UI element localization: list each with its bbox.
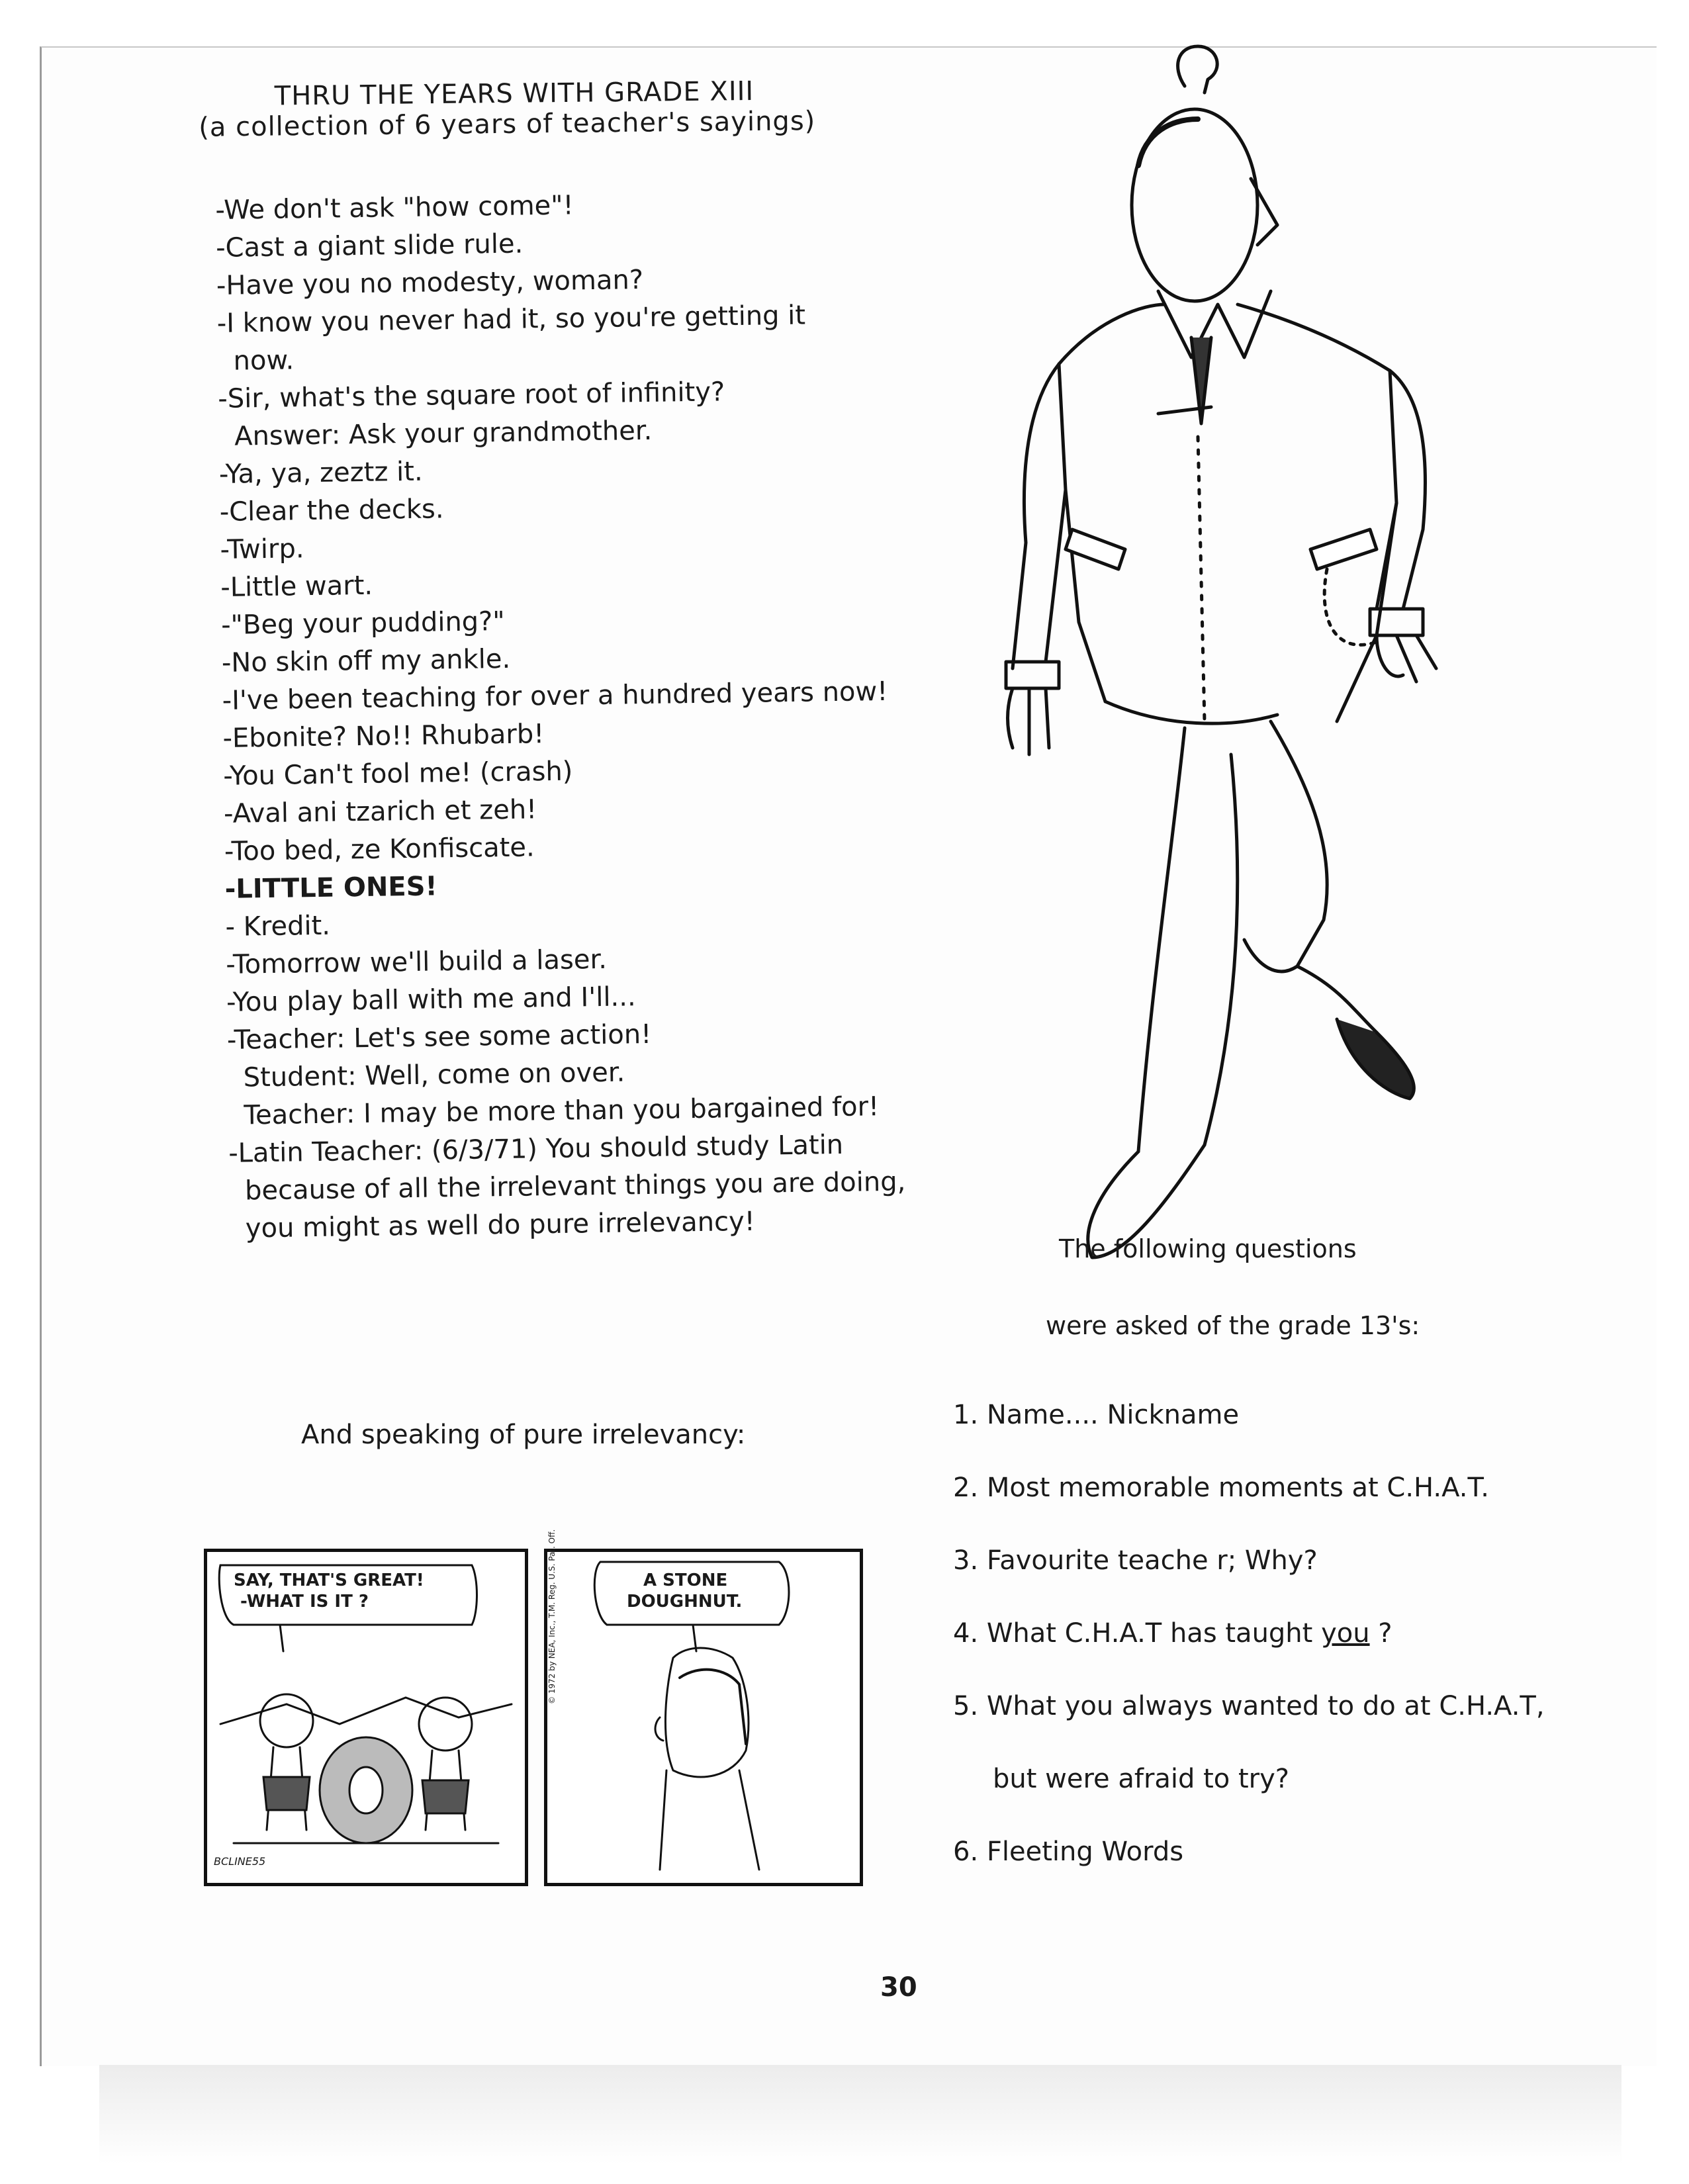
saying: -Twirp. xyxy=(220,533,304,565)
saying: -Sir, what's the square root of infinity? xyxy=(218,377,725,414)
page-title xyxy=(199,74,927,143)
saying: -Latin Teacher: (6/3/71) You should study Latin xyxy=(228,1129,844,1169)
saying: -You Can't fool me! (crash) xyxy=(223,756,573,792)
question-6: 6. Fleeting Words xyxy=(953,1837,1184,1867)
title-line-2: (a collection of 6 years of teacher's sayings) xyxy=(199,105,816,143)
saying: you might as well do pure irrelevancy! xyxy=(245,1206,756,1244)
question-3: 3. Favourite teache r; Why? xyxy=(953,1545,1318,1576)
saying: -Clear the decks. xyxy=(219,494,444,527)
saying: now. xyxy=(233,345,295,377)
sayings-list xyxy=(215,181,991,1248)
saying: -Little wart. xyxy=(220,570,373,603)
hanging-man-illustration xyxy=(966,26,1469,1284)
question-4-text: 4. What C.H.A.T has taught xyxy=(953,1618,1322,1649)
saying: -Aval ani tzarich et zeh! xyxy=(223,794,537,829)
question-4 xyxy=(953,1618,1641,1691)
panel-2-bubble-line-2: DOUGHNUT. xyxy=(627,1592,743,1612)
question-5-continued: but were afraid to try? xyxy=(993,1764,1290,1794)
question-2: 2. Most memorable moments at C.H.A.T. xyxy=(953,1473,1489,1503)
saying: -I know you never had it, so you're getting it xyxy=(216,300,806,339)
comic-panel-2 xyxy=(544,1529,863,1886)
saying: -I've been teaching for over a hundred years now! xyxy=(222,676,888,716)
questions-intro-line-2: were asked of the grade 13's: xyxy=(1046,1311,1420,1340)
questions-intro-line-1: The following questions xyxy=(1059,1234,1357,1263)
question-5: 5. What you always wanted to do at C.H.A.T, xyxy=(953,1691,1545,1721)
saying: Teacher: I may be more than you bargained for! xyxy=(244,1091,880,1131)
saying: because of all the irrelevant things you are doing, xyxy=(244,1166,906,1206)
irrelevancy-heading: And speaking of pure irrelevancy: xyxy=(301,1420,746,1450)
panel-1-bubble-line-1: SAY, THAT'S GREAT! xyxy=(234,1570,424,1590)
saying: - Kredit. xyxy=(225,910,331,942)
panel-1-signature: BCLINE55 xyxy=(214,1855,266,1868)
saying: Answer: Ask your grandmother. xyxy=(234,415,653,452)
title-line-1: THRU THE YEARS WITH GRADE XIII xyxy=(274,75,754,112)
page-number: 30 xyxy=(880,1972,917,2003)
page-shadow xyxy=(99,2065,1621,2164)
questions-list xyxy=(953,1400,1641,1909)
question-4-underlined: you xyxy=(1321,1618,1370,1649)
saying: -Ebonite? No!! Rhubarb! xyxy=(222,719,545,754)
saying: -"Beg your pudding?" xyxy=(220,606,506,641)
question-4-end: ? xyxy=(1369,1618,1392,1649)
saying: -Have you no modesty, woman? xyxy=(216,264,644,301)
panel-1-bubble-line-2: -WHAT IS IT ? xyxy=(240,1592,369,1612)
saying: -You play ball with me and I'll... xyxy=(226,981,636,1018)
question-1: 1. Name.... Nickname xyxy=(953,1400,1240,1430)
panel-2-copyright: © 1972 by NEA, Inc., T.M. Reg. U.S. Pat. Off. xyxy=(547,1529,557,1704)
saying: -Too bed, ze Konfiscate. xyxy=(224,832,535,867)
saying: -LITTLE ONES! xyxy=(224,871,438,905)
saying: -Ya, ya, zeztz it. xyxy=(218,456,423,490)
saying: -Teacher: Let's see some action! xyxy=(226,1019,652,1056)
comic-panel-1 xyxy=(204,1549,528,1886)
saying: -We don't ask "how come"! xyxy=(215,190,574,226)
saying: -Tomorrow we'll build a laser. xyxy=(225,944,608,980)
panel-2-bubble-line-1: A STONE xyxy=(643,1570,728,1590)
saying: -Cast a giant slide rule. xyxy=(215,228,524,263)
saying: Student: Well, come on over. xyxy=(243,1057,625,1093)
saying: -No skin off my ankle. xyxy=(221,643,511,678)
questions-intro xyxy=(1046,1234,1575,1340)
